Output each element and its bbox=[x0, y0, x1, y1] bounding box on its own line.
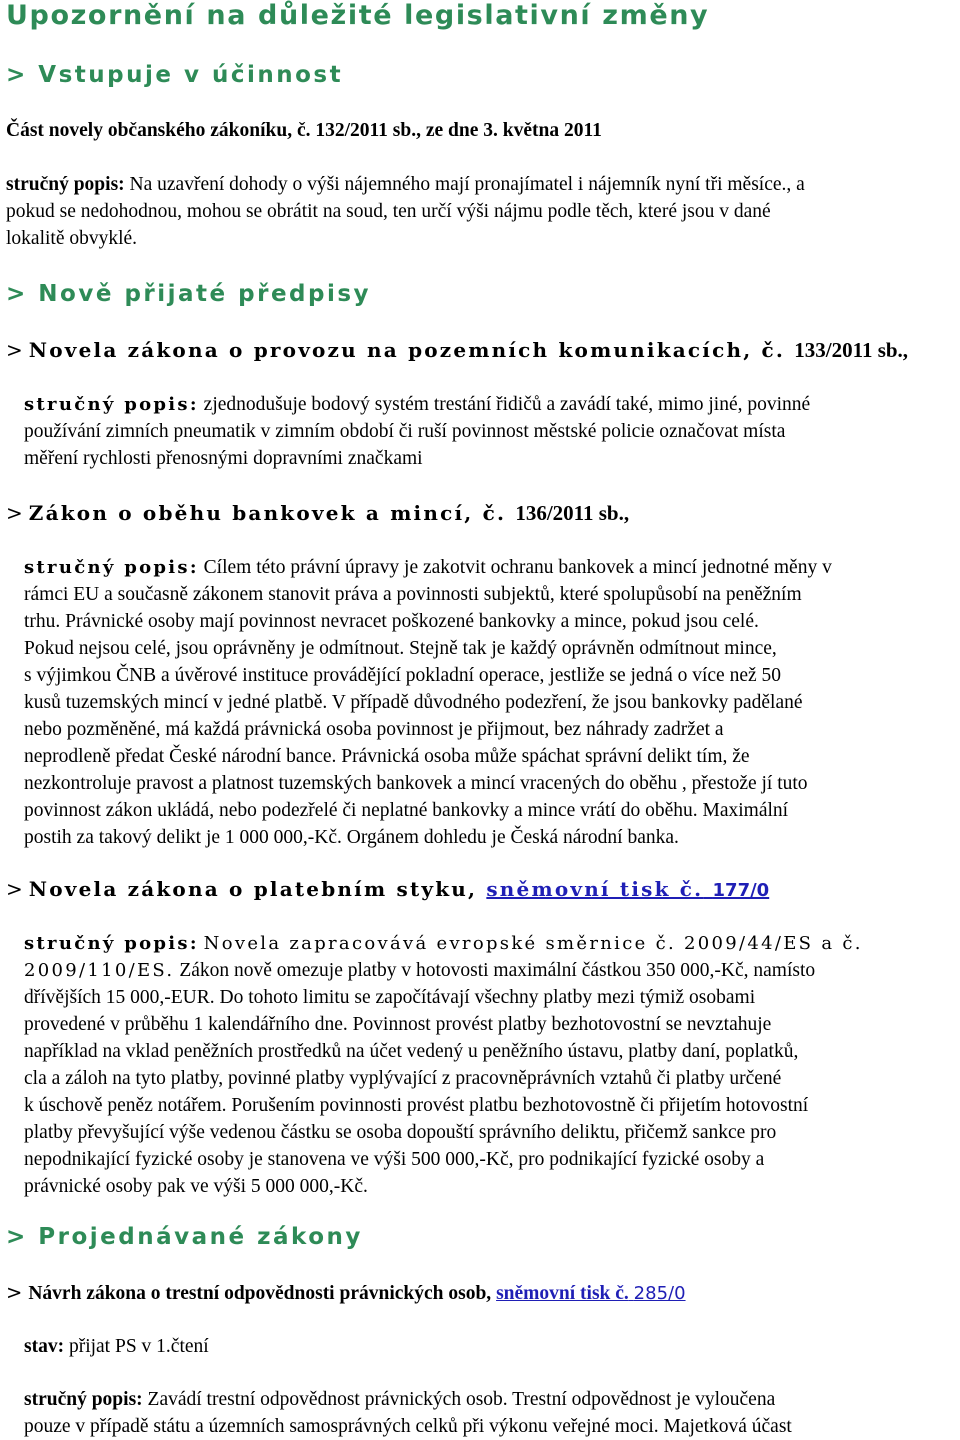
section-heading-pending bbox=[6, 1223, 363, 1251]
effective-description-line-1: Na uzavření dohody o výši nájemného mají pronajímatel i nájemník nyní tři měsíce., a bbox=[129, 174, 805, 195]
adopted-item-3-line-2-rest: Zákon nově omezuje platby v hotovosti maximální částkou 350 000,-Kč, namísto bbox=[179, 960, 816, 981]
adopted-item-1-description bbox=[24, 391, 810, 472]
adopted-item-2-line-2: rámci EU a současně zákonem stanovit práva a povinnosti subjektů, které spolupůsobí na peněžním bbox=[24, 584, 802, 605]
adopted-item-2-number: 136/2011 sb., bbox=[515, 501, 630, 525]
gt-marker: > bbox=[6, 1224, 28, 1250]
adopted-item-1-line-2: používání zimních pneumatik v zimním období či ruší povinnost městské policie označovat místa bbox=[24, 421, 786, 442]
adopted-item-3-line-9: nepodnikající fyzické osoby je stanovena ve výši 500 000,-Kč, pro podnikající fyzické osoby a bbox=[24, 1149, 765, 1170]
pending-item-1-line-2: pouze v případě státu a územních samosprávných celků při výkonu veřejné moci. Majetková účast bbox=[24, 1416, 792, 1437]
effective-description-label: stručný popis: bbox=[6, 174, 125, 195]
section-heading-adopted-text: Nově přijaté předpisy bbox=[38, 281, 372, 307]
adopted-item-3-print-link[interactable] bbox=[486, 877, 769, 901]
adopted-item-2-line-4: Pokud nejsou celé, jsou oprávněny je odmítnout. Stejně tak je každý oprávněn odmítnout mince, bbox=[24, 638, 777, 659]
adopted-item-3-line-10: právnické osoby pak ve výši 5 000 000,-Kč. bbox=[24, 1176, 368, 1197]
pending-item-1-line-1: Zavádí trestní odpovědnost právnických osob. Trestní odpovědnost je vyloučena bbox=[147, 1389, 776, 1410]
adopted-item-1-label: stručný popis: bbox=[24, 394, 199, 415]
pending-item-1-link-text: sněmovní tisk č. bbox=[496, 1283, 629, 1304]
pending-item-1-title bbox=[6, 1279, 686, 1307]
adopted-item-2-line-6: kusů tuzemských mincí v jedné platbě. V případě důvodného podezření, že jsou bankovky padělané bbox=[24, 692, 803, 713]
adopted-item-3-spaced-2: 2009/110/ES. bbox=[24, 960, 175, 981]
adopted-item-2-label: stručný popis: bbox=[24, 557, 199, 578]
adopted-item-3-line-3: dřívějších 15 000,-EUR. Do tohoto limitu se započítávají všechny platby mezi týmiž osobami bbox=[24, 987, 756, 1008]
pending-item-1-print-link[interactable] bbox=[496, 1283, 685, 1304]
adopted-item-2-line-8: neprodleně předat České národní bance. Právnická osoba může spáchat správní delikt tím, že bbox=[24, 746, 750, 767]
gt-marker: > bbox=[6, 501, 23, 525]
adopted-item-3-title bbox=[6, 876, 769, 904]
effective-description bbox=[6, 171, 805, 252]
effective-item-title: Část novely občanského zákoníku, č. 132/2011 sb., ze dne 3. května 2011 bbox=[6, 120, 602, 141]
gt-marker: > bbox=[6, 1281, 23, 1304]
adopted-item-2-title-text: Zákon o oběhu bankovek a mincí, č. bbox=[28, 501, 507, 525]
adopted-item-2-title bbox=[6, 500, 629, 526]
adopted-item-1-line-3: měření rychlosti přenosnými dopravními značkami bbox=[24, 448, 423, 469]
adopted-item-1-number: 133/2011 sb., bbox=[794, 338, 909, 362]
adopted-item-3-label: stručný popis: bbox=[24, 933, 199, 954]
pending-item-1-link-code: 285/0 bbox=[633, 1283, 686, 1304]
effective-description-line-3: lokalitě obvyklé. bbox=[6, 228, 138, 249]
gt-marker: > bbox=[6, 62, 28, 88]
section-heading-pending-text: Projednávané zákony bbox=[38, 1224, 363, 1250]
pending-item-1-status-label: stav: bbox=[24, 1336, 65, 1357]
adopted-item-1-line-1: zjednodušuje bodový systém trestání řidičů a zavádí také, mimo jiné, povinné bbox=[203, 394, 811, 415]
adopted-item-3-line-7: k úschově peněz notářem. Porušením povinnosti provést platbu bezhotovostně či přijetím hotovostní bbox=[24, 1095, 809, 1116]
pending-item-1-label: stručný popis: bbox=[24, 1389, 143, 1410]
adopted-item-3-line-8: platby převyšující výše vedenou částku se osoba dopouští správního deliktu, přičemž sankce pro bbox=[24, 1122, 777, 1143]
pending-item-1-status-value: přijat PS v 1.čtení bbox=[68, 1336, 209, 1357]
adopted-item-3-line-4: provedené v průběhu 1 kalendářního dne. Povinnost provést platby bezhotovostní se nevztahuje bbox=[24, 1014, 772, 1035]
section-heading-adopted bbox=[6, 280, 371, 308]
adopted-item-3-line-5: například na vklad peněžních prostředků na účet vedený u peněžního ústavu, platby daní, poplatků, bbox=[24, 1041, 799, 1062]
adopted-item-3-link-text: sněmovní tisk č. bbox=[486, 877, 704, 901]
adopted-item-2-line-1: Cílem této právní úpravy je zakotvit ochranu bankovek a mincí jednotné měny v bbox=[203, 557, 832, 578]
adopted-item-3-line-6: cla a záloh na tyto platby, povinné platby vyplývající z pracovněprávních vztahů či platby určené bbox=[24, 1068, 782, 1089]
adopted-item-2-line-5: s výjimkou ČNB a úvěrové instituce provádějící pokladní operace, jestliže se jedná o více než 50 bbox=[24, 665, 782, 686]
adopted-item-2-line-3: trhu. Právnické osoby mají povinnost nevracet poškozené bankovky a mince, pokud jsou celé. bbox=[24, 611, 759, 632]
adopted-item-2-line-7: nebo pozměněné, má každá právnická osoba povinnost je přijmout, bez náhrady zadržet a bbox=[24, 719, 724, 740]
adopted-item-3-title-text: Novela zákona o platebním styku, bbox=[28, 877, 478, 901]
pending-item-1-description bbox=[24, 1386, 792, 1440]
section-heading-effective-text: Vstupuje v účinnost bbox=[38, 62, 344, 88]
effective-description-line-2: pokud se nedohodnou, mohou se obrátit na soud, ten určí výši nájmu podle těch, které jsou v dané bbox=[6, 201, 771, 222]
effective-item bbox=[6, 117, 602, 144]
gt-marker: > bbox=[6, 877, 23, 901]
adopted-item-2-line-11: postih za takový delikt je 1 000 000,-Kč. Orgánem dohledu je Česká národní banka. bbox=[24, 827, 679, 848]
section-heading-effective bbox=[6, 61, 343, 89]
adopted-item-3-spaced-1: Novela zapracovává evropské směrnice č. 2009/44/ES a č. bbox=[203, 933, 863, 954]
gt-marker: > bbox=[6, 281, 28, 307]
adopted-item-2-description bbox=[24, 554, 832, 851]
adopted-item-3-description bbox=[24, 930, 863, 1200]
gt-marker: > bbox=[6, 338, 23, 362]
pending-item-1-status bbox=[24, 1333, 209, 1360]
adopted-item-2-line-9: nezkontroluje pravost a platnost tuzemských bankovek a mincí vracených do oběhu , přestože jí tuto bbox=[24, 773, 808, 794]
adopted-item-3-link-code: 177/0 bbox=[712, 880, 770, 901]
adopted-item-1-title-text: Novela zákona o provozu na pozemních komunikacích, č. bbox=[28, 338, 786, 362]
page-title: Upozornění na důležité legislativní změny bbox=[6, 0, 710, 31]
pending-item-1-title-text: Návrh zákona o trestní odpovědnosti právnických osob, bbox=[28, 1283, 492, 1304]
adopted-item-2-line-10: povinnost zákon ukládá, nebo podezřelé či neplatné bankovky a mince vrátí do oběhu. Maximální bbox=[24, 800, 789, 821]
adopted-item-1-title bbox=[6, 337, 908, 363]
